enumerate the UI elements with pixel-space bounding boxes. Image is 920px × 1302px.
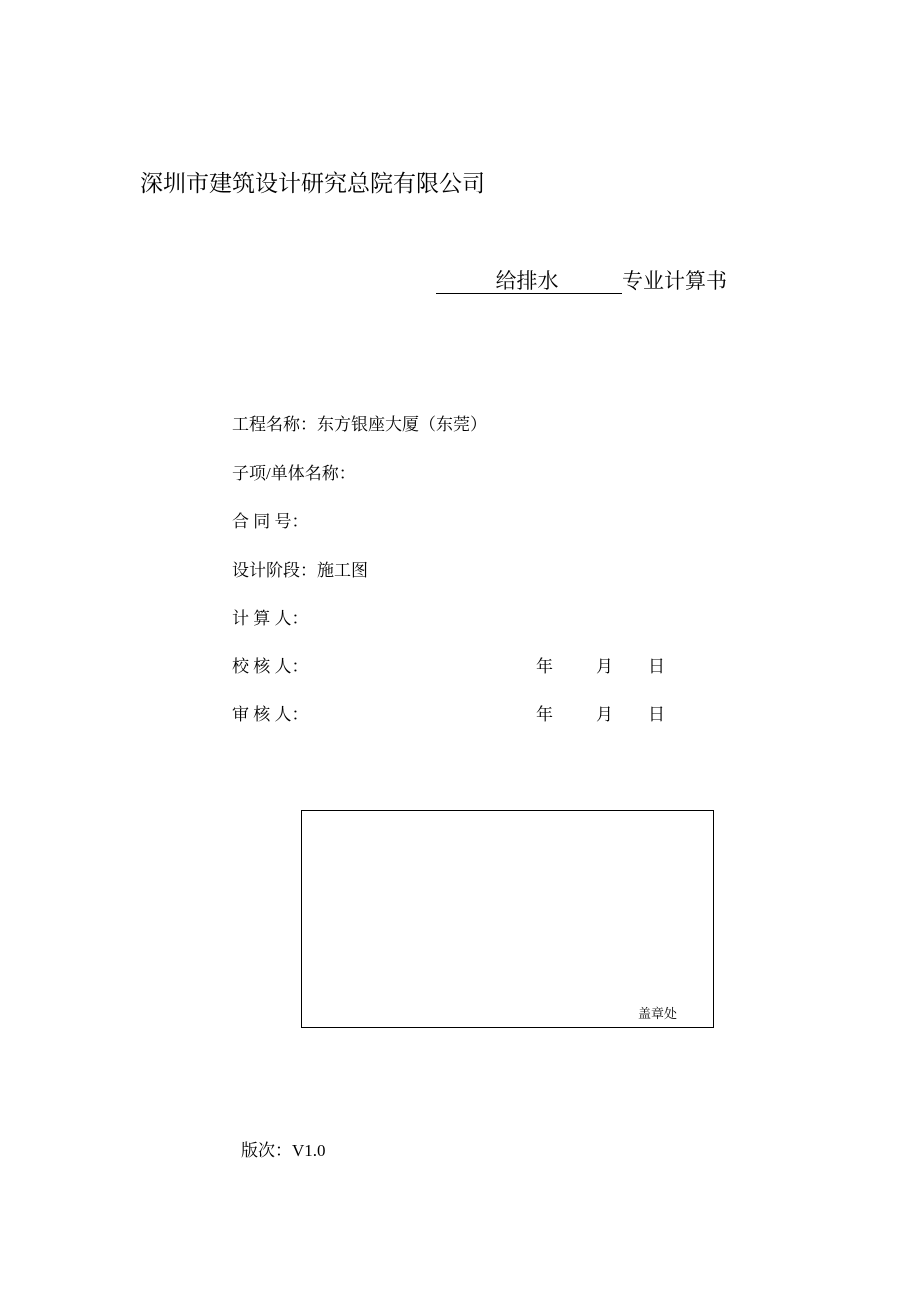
design-stage-label: 设计阶段： [232,561,317,580]
reviewer-label: 审 核 人： [232,705,309,724]
design-stage-value: 施工图 [317,561,368,580]
design-stage-row [232,559,368,583]
reviewer-row [232,703,692,727]
document-title [436,266,727,296]
stamp-label: 盖章处 [637,1006,677,1021]
discipline-underline [436,266,622,294]
checker-row [232,655,692,679]
company-name: 深圳市建筑设计研究总院有限公司 [140,171,485,197]
project-name-label: 工程名称： [232,415,317,434]
contract-row [232,510,309,534]
version-value: V1.0 [292,1141,326,1160]
subitem-label: 子项/单体名称： [232,464,356,483]
version-row [241,1139,326,1163]
checker-year: 年 [536,657,553,676]
checker-label: 校 核 人： [232,657,309,676]
reviewer-year: 年 [536,705,553,724]
calculator-label: 计 算 人： [232,609,309,628]
subitem-row [232,462,356,486]
calculator-row [232,607,309,631]
project-name-row [232,413,487,437]
checker-day: 日 [648,657,665,676]
discipline-name: 给排水 [495,269,559,293]
title-suffix: 专业计算书 [622,269,727,293]
contract-label: 合 同 号： [232,512,309,531]
version-label: 版次： [241,1141,292,1160]
reviewer-month: 月 [596,705,613,724]
reviewer-day: 日 [648,705,665,724]
project-name-value: 东方银座大厦（东莞） [317,415,487,434]
checker-month: 月 [596,657,613,676]
stamp-box [301,810,714,1028]
